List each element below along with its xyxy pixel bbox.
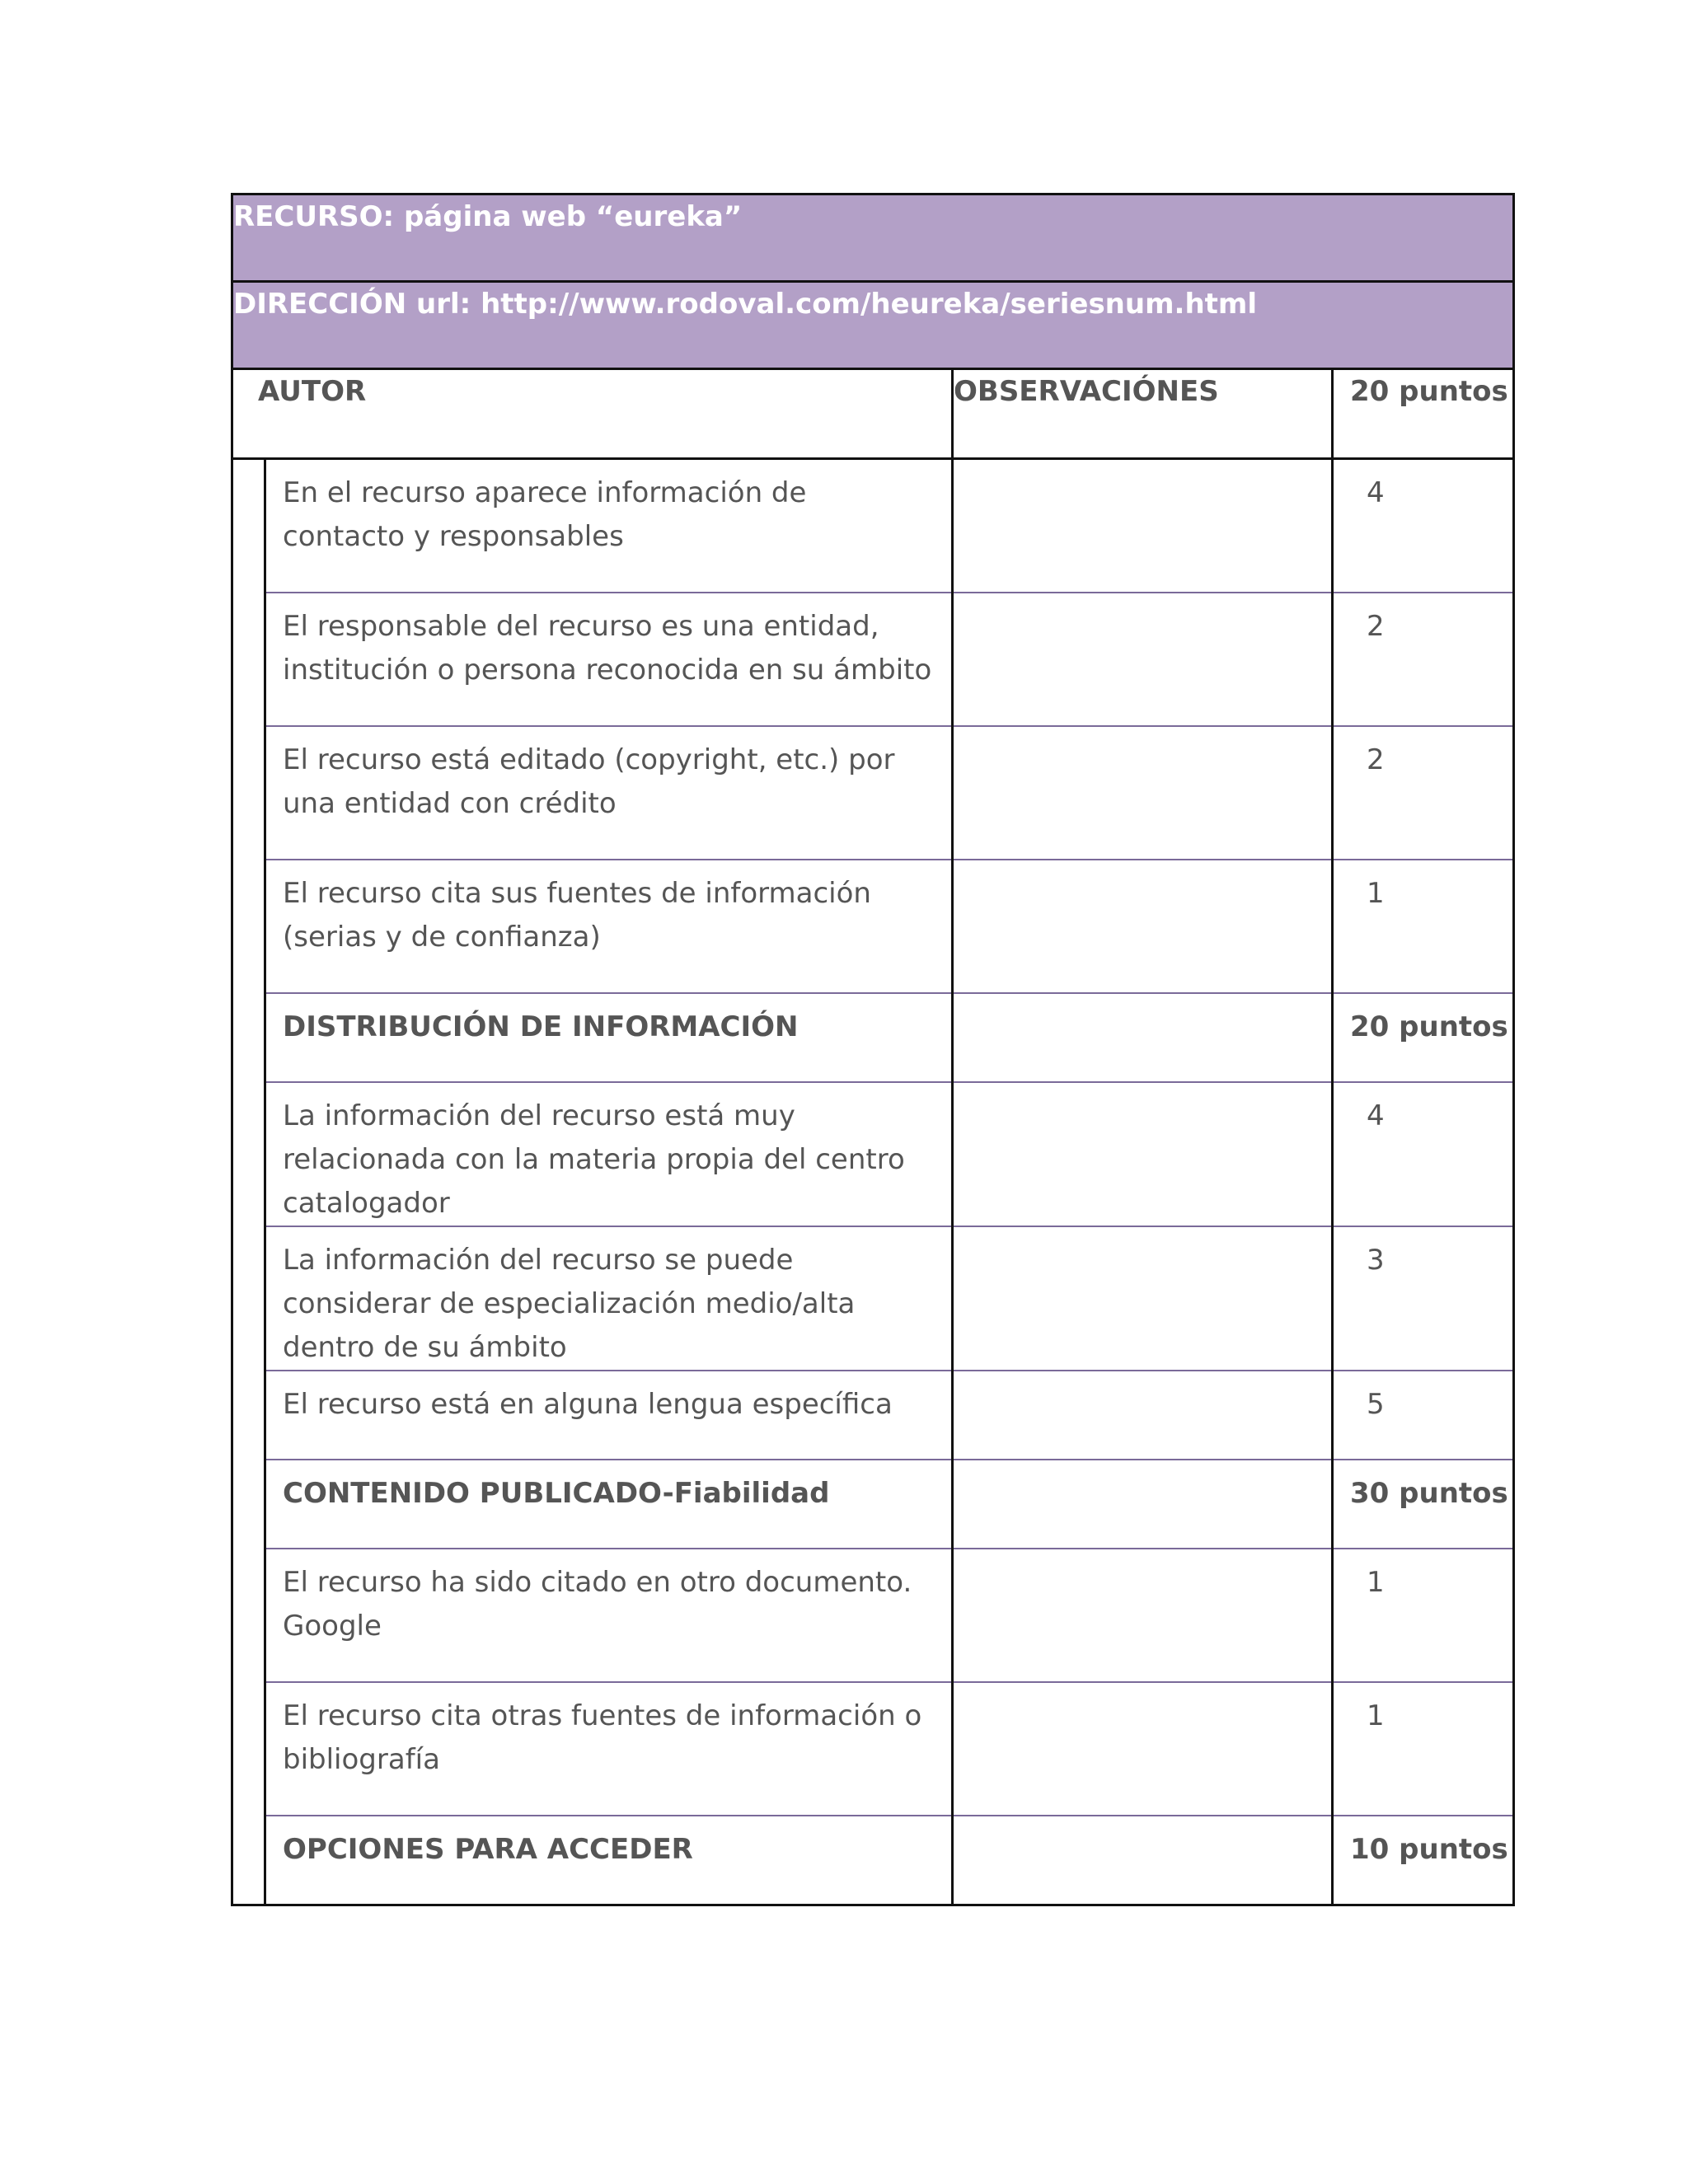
observations-cell [953, 726, 1333, 860]
row-gutter [232, 860, 265, 993]
criterion-text: En el recurso aparece información de contacto y responsables [265, 459, 953, 593]
observations-cell [953, 1226, 1333, 1371]
criterion-text: El recurso cita otras fuentes de información o bibliografía [265, 1682, 953, 1816]
section-row [232, 1460, 1514, 1549]
resource-url: DIRECCIÓN url: http://www.rodoval.com/heureka/seriesnum.html [232, 282, 1514, 369]
row-gutter [232, 1371, 265, 1460]
observations-cell [953, 860, 1333, 993]
section-title: CONTENIDO PUBLICADO-Fiabilidad [265, 1460, 953, 1549]
observations-cell [953, 1371, 1333, 1460]
criterion-points: 1 [1333, 860, 1514, 993]
observations-cell [953, 459, 1333, 593]
table-body [232, 194, 1514, 1905]
row-gutter [232, 1682, 265, 1816]
section-points: 30 puntos [1333, 1460, 1514, 1549]
criterion-row [232, 1371, 1514, 1460]
observations-cell [953, 1549, 1333, 1682]
section-row [232, 993, 1514, 1082]
resource-title: RECURSO: página web “eureka” [232, 194, 1514, 282]
criterion-row [232, 1682, 1514, 1816]
row-gutter [232, 726, 265, 860]
observations-cell [953, 1082, 1333, 1226]
row-gutter [232, 1226, 265, 1371]
observations-cell [953, 1682, 1333, 1816]
criterion-text: El responsable del recurso es una entidad, institución o persona reconocida en su ámbito [265, 593, 953, 726]
evaluation-table [231, 193, 1515, 1906]
observations-cell [953, 1816, 1333, 1905]
section-title: DISTRIBUCIÓN DE INFORMACIÓN [265, 993, 953, 1082]
evaluation-sheet [231, 193, 1512, 1906]
row-gutter [232, 593, 265, 726]
section-row [232, 1816, 1514, 1905]
criterion-text: La información del recurso está muy relacionada con la materia propia del centro catalogador [265, 1082, 953, 1226]
criterion-row [232, 459, 1514, 593]
section-title: OPCIONES PARA ACCEDER [265, 1816, 953, 1905]
criterion-text: El recurso está editado (copyright, etc.) por una entidad con crédito [265, 726, 953, 860]
criterion-points: 3 [1333, 1226, 1514, 1371]
column-header-observaciones: OBSERVACIÓNES [953, 369, 1333, 459]
criterion-row [232, 726, 1514, 860]
criterion-text: El recurso ha sido citado en otro documento. Google [265, 1549, 953, 1682]
column-header-points: 20 puntos [1333, 369, 1514, 459]
criterion-row [232, 1082, 1514, 1226]
criterion-points: 4 [1333, 1082, 1514, 1226]
url-row [232, 282, 1514, 369]
row-gutter [232, 459, 265, 593]
resource-row [232, 194, 1514, 282]
row-gutter [232, 1816, 265, 1905]
column-header-row [232, 369, 1514, 459]
row-gutter [232, 1460, 265, 1549]
section-points: 20 puntos [1333, 993, 1514, 1082]
criterion-points: 5 [1333, 1371, 1514, 1460]
criterion-text: El recurso está en alguna lengua específica [265, 1371, 953, 1460]
criterion-text: La información del recurso se puede considerar de especialización medio/alta dentro de su ámbito [265, 1226, 953, 1371]
criterion-text: El recurso cita sus fuentes de información (serias y de confianza) [265, 860, 953, 993]
criterion-points: 1 [1333, 1549, 1514, 1682]
row-gutter [232, 1082, 265, 1226]
criterion-row [232, 593, 1514, 726]
criterion-row [232, 1549, 1514, 1682]
section-points: 10 puntos [1333, 1816, 1514, 1905]
criterion-row [232, 860, 1514, 993]
criterion-points: 1 [1333, 1682, 1514, 1816]
criterion-points: 4 [1333, 459, 1514, 593]
observations-cell [953, 1460, 1333, 1549]
row-gutter [232, 1549, 265, 1682]
row-gutter [232, 993, 265, 1082]
column-header-autor: AUTOR [232, 369, 953, 459]
observations-cell [953, 993, 1333, 1082]
criterion-points: 2 [1333, 593, 1514, 726]
criterion-points: 2 [1333, 726, 1514, 860]
criterion-row [232, 1226, 1514, 1371]
observations-cell [953, 593, 1333, 726]
